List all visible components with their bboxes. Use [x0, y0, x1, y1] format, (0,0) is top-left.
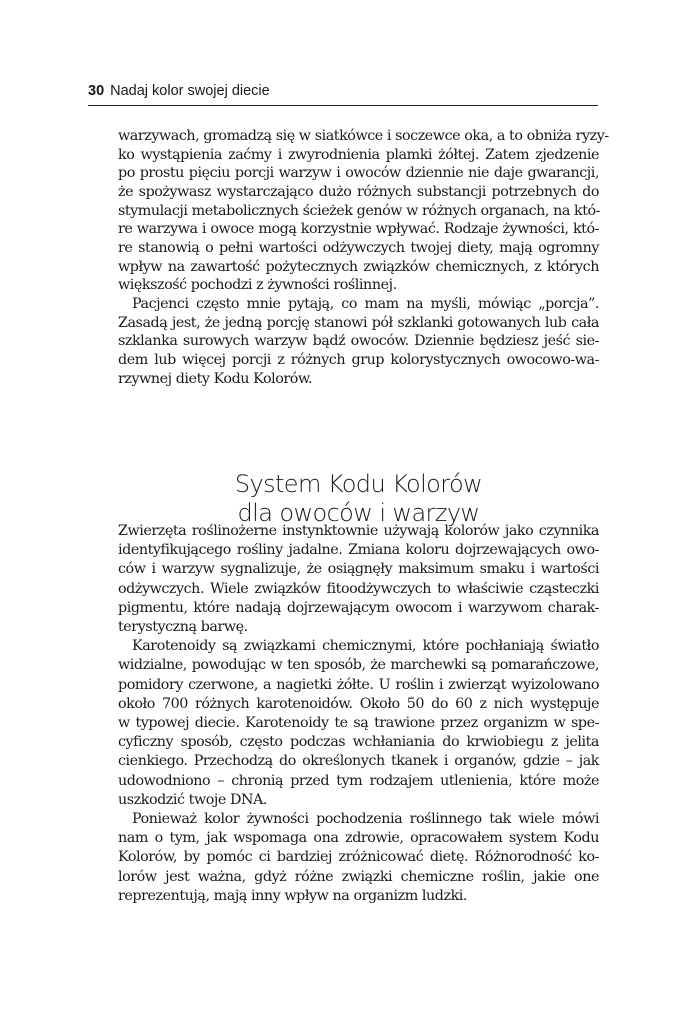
- text-line: identyfikującego rośliny jadalne. Zmiana koloru dojrzewających owo-: [118, 542, 599, 559]
- text-line: reprezentują, mają inny wpływ na organizm ludzki.: [118, 887, 468, 904]
- paragraph: [118, 637, 599, 810]
- intro-text: [118, 127, 609, 388]
- text-line: około 700 różnych karotenoidów. Około 50 do 60 z nich występuje: [118, 695, 599, 712]
- text-line: Karotenoidy są związkami chemicznymi, które pochłaniają światło: [132, 638, 599, 655]
- text-line: re warzywa i owoce mogą korzystnie wpływać. Rodzaje żywności, któ-: [118, 221, 599, 238]
- section-heading-line: dla owoców i warzyw: [237, 498, 480, 527]
- text-line: Zwierzęta roślinożerne instynktownie używają kolorów jako czynnika: [118, 523, 599, 539]
- page-number: 30: [88, 83, 105, 99]
- text-line: stymulacji metabolicznych ścieżek genów w różnych organach, na któ-: [118, 202, 601, 219]
- paragraph: [118, 295, 599, 388]
- text-line: odżywczych. Wiele związków fitoodżywczych to właściwie cząsteczki: [118, 580, 599, 597]
- section-heading: [118, 470, 599, 528]
- text-line: uszkodzić twoje DNA.: [118, 791, 268, 808]
- text-line: rzywnej diety Kodu Kolorów.: [118, 370, 313, 387]
- text-line: ko wystąpienia zaćmy i zwyrodnienia plamki żółtej. Zatem zjedzenie: [118, 146, 599, 163]
- text-line: Ponieważ kolor żywności pochodzenia roślinnego tak wiele mówi: [132, 811, 599, 828]
- text-line: cienkiego. Przechodzą do określonych tkanek i organów, gdzie – jak: [118, 753, 599, 770]
- paragraph: [118, 810, 599, 906]
- text-line: nam o tym, jak wspomaga ona zdrowie, opracowałem system Kodu: [118, 830, 599, 847]
- text-line: ców i warzyw sygnalizuje, że osiągnęły maksimum smaku i wartości: [118, 561, 599, 578]
- text-line: Kolorów, by pomóc ci bardziej zróżnicować dietę. Różnorodność ko-: [118, 849, 599, 866]
- header-rule: [88, 105, 598, 106]
- text-line: warzywach, gromadzą się w siatkówce i soczewce oka, a to obniża ryzy-: [118, 128, 609, 144]
- text-line: dem lub więcej porcji z różnych grup kolorystycznych owocowo-wa-: [118, 351, 599, 368]
- text-line: udowodniono – chronią przed tym rodzajem utlenienia, które może: [118, 772, 599, 789]
- text-line: pigmentu, które nadają dojrzewającym owocom i warzywom charak-: [118, 599, 599, 616]
- text-line: cyficzny sposób, często podczas wchłaniania do krwiobiegu z jelita: [118, 734, 599, 751]
- section-text: [118, 522, 599, 906]
- text-line: większość pochodzi z żywności roślinnej.: [118, 277, 397, 294]
- book-title: Nadaj kolor swojej diecie: [110, 83, 270, 99]
- text-line: że spożywasz wystarczająco dużo różnych substancji potrzebnych do: [118, 183, 599, 200]
- running-header: [88, 81, 598, 101]
- text-line: terystyczną barwę.: [118, 619, 248, 636]
- text-line: Pacjenci często mnie pytają, co mam na myśli, mówiąc „porcja”.: [132, 295, 599, 312]
- text-line: szklanka surowych warzyw bądź owoców. Dziennie będziesz jeść sie-: [118, 333, 599, 350]
- text-line: Zasadą jest, że jedną porcję stanowi pół szklanki gotowanych lub cała: [118, 314, 599, 331]
- text-line: po prostu pięciu porcji warzyw i owoców dziennie nie daje gwarancji,: [118, 165, 599, 182]
- section-heading-line: System Kodu Kolorów: [234, 469, 483, 498]
- text-line: w typowej diecie. Karotenoidy te są trawione przez organizm w spe-: [118, 715, 599, 732]
- paragraph: [118, 522, 599, 637]
- text-line: pomidory czerwone, a nagietki żółte. U roślin i zwierząt wyizolowano: [118, 676, 599, 693]
- paragraph: [118, 127, 609, 295]
- text-line: widzialne, powodując w ten sposób, że marchewki są pomarańczowe,: [118, 657, 599, 674]
- text-line: lorów jest ważna, gdyż różne związki chemiczne roślin, jakie one: [118, 868, 599, 885]
- text-line: re stanowią o pełni wartości odżywczych twojej diety, mają ogromny: [118, 239, 599, 256]
- text-line: wpływ na zawartość pożytecznych związków chemicznych, z których: [118, 258, 599, 275]
